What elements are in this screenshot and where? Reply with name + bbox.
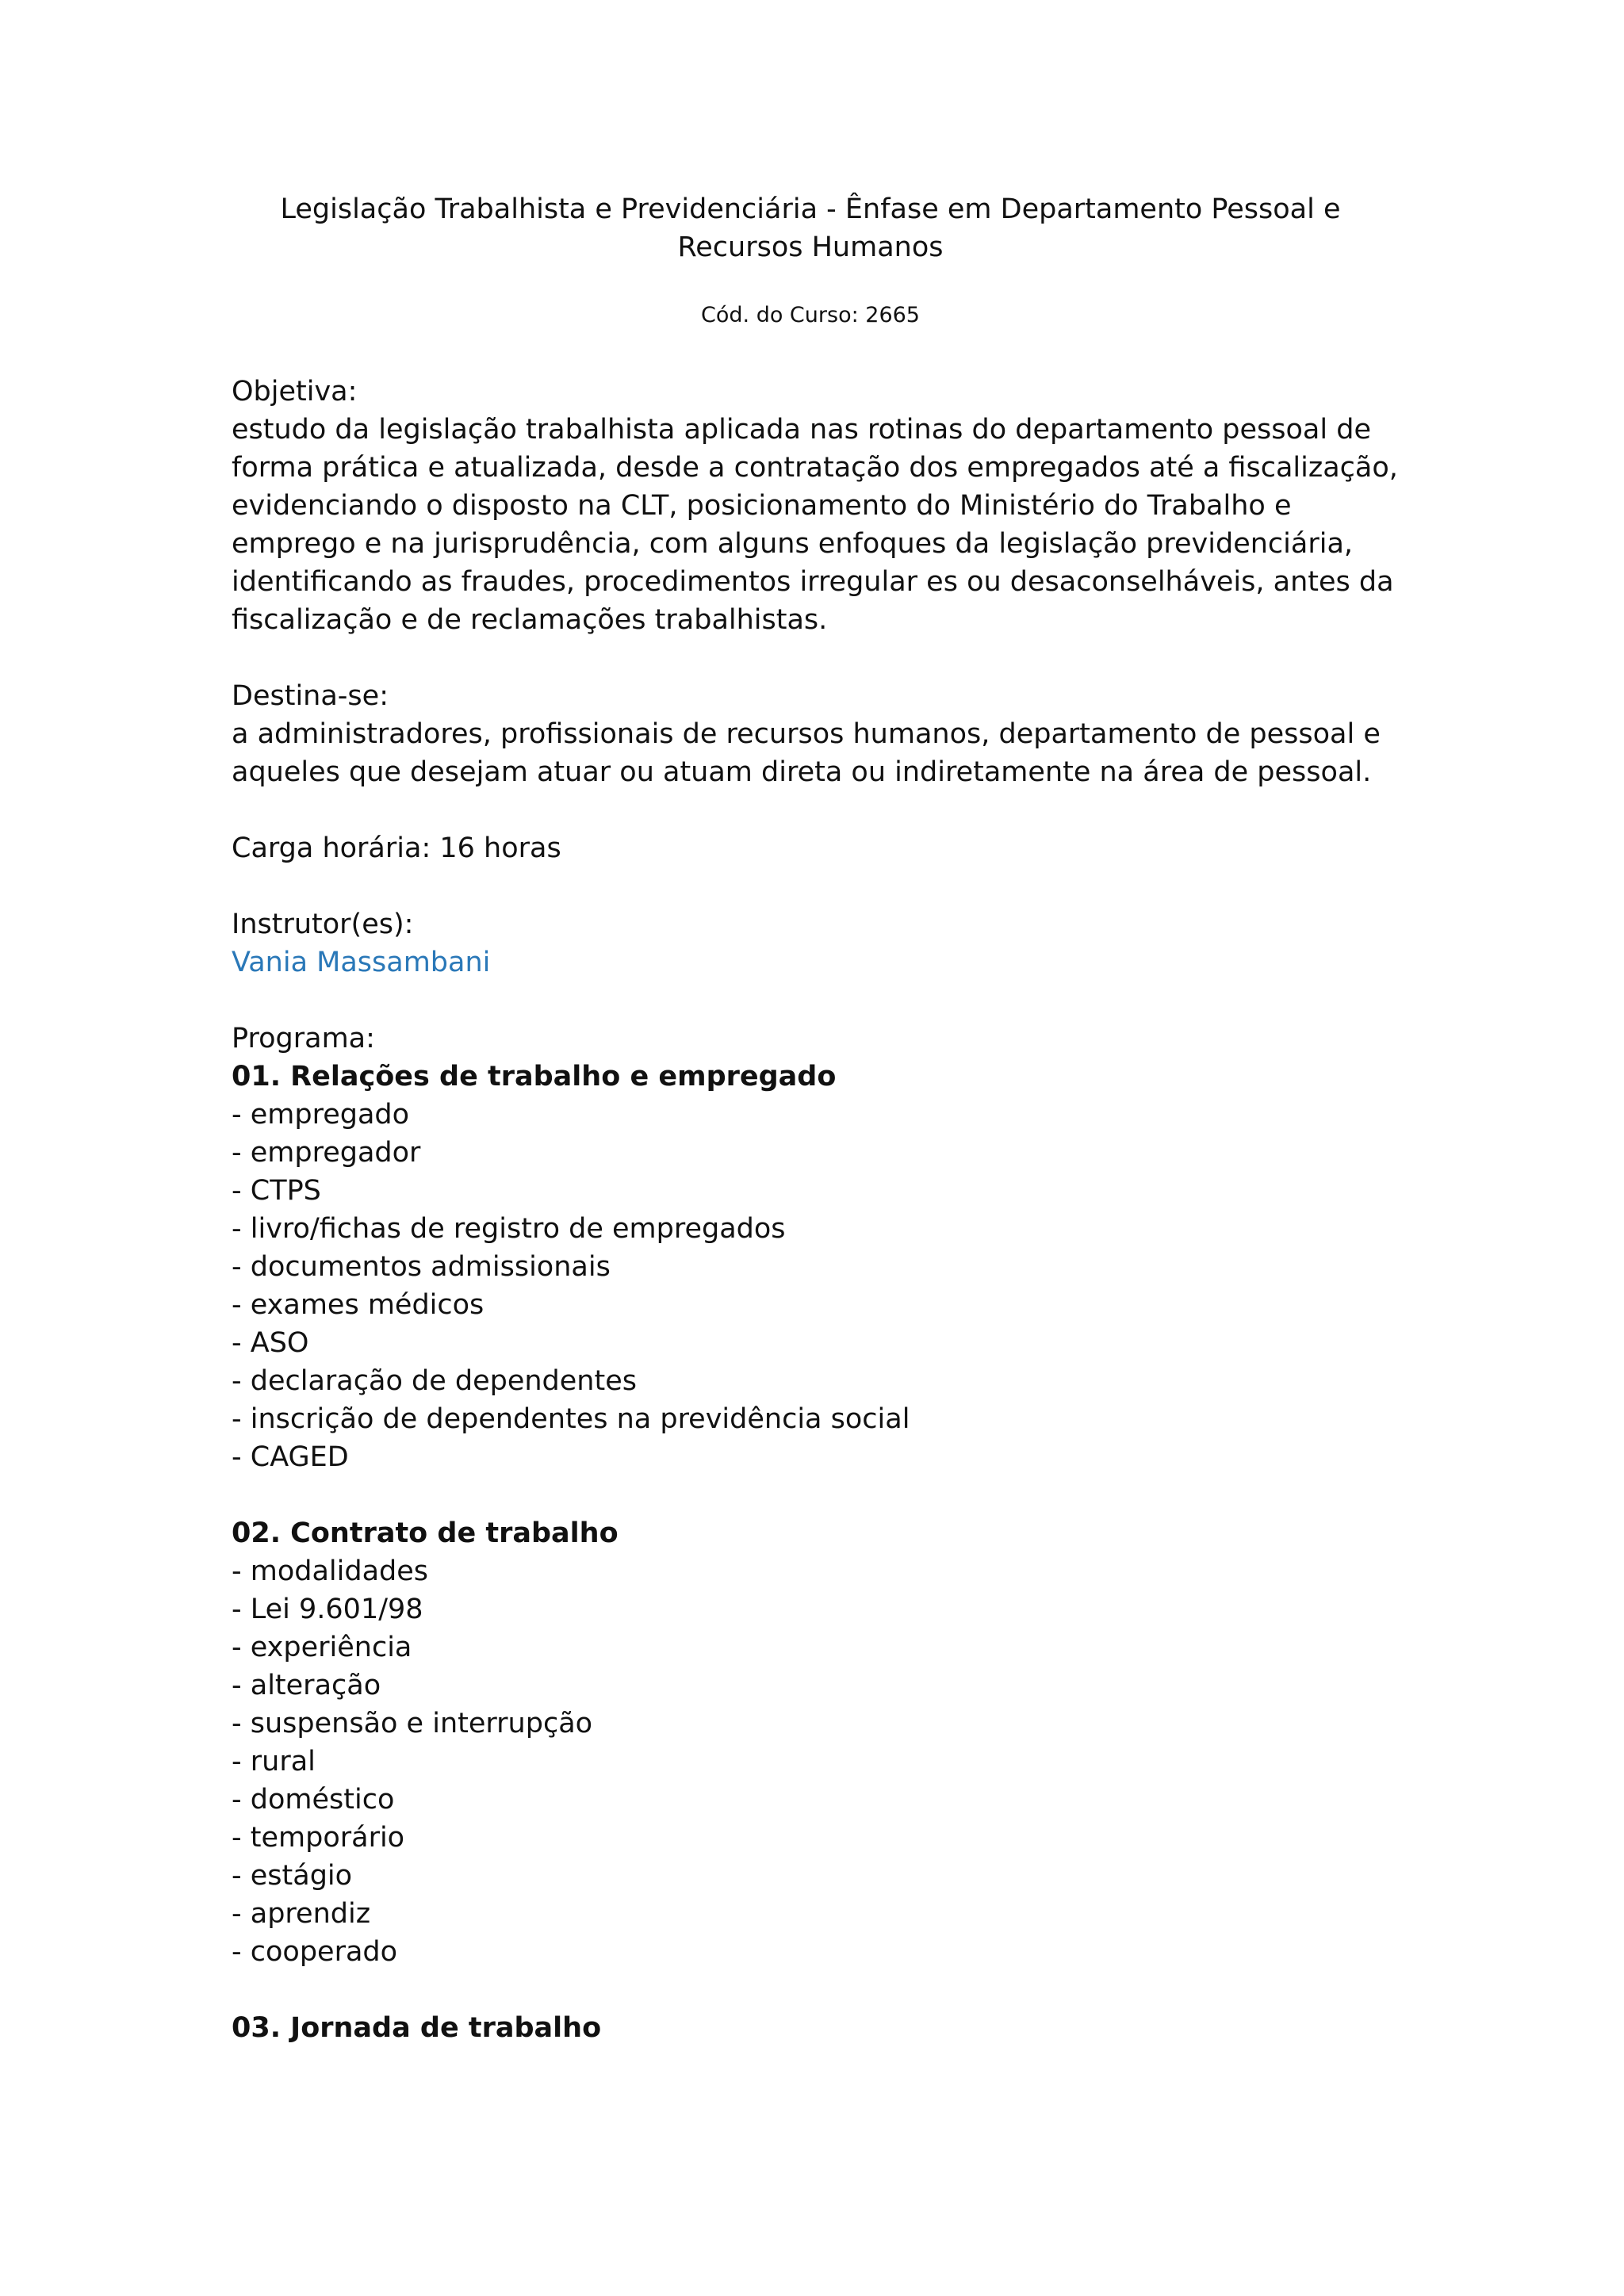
module-items bbox=[232, 1552, 1405, 1971]
instructors-label: Instrutor(es): bbox=[232, 909, 414, 940]
list-item: - documentos admissionais bbox=[232, 1251, 611, 1283]
course-title: Legislação Trabalhista e Previdenciária - Ênfase em Departamento Pessoal e Recursos Humanos bbox=[280, 193, 1341, 263]
module-items bbox=[232, 1096, 1405, 1476]
list-item: - experiência bbox=[232, 1632, 412, 1663]
list-item: - rural bbox=[232, 1746, 316, 1777]
list-item: - inscrição de dependentes na previdência social bbox=[232, 1403, 910, 1435]
audience-section bbox=[232, 677, 1405, 791]
list-item: - suspensão e interrupção bbox=[232, 1708, 593, 1739]
instructors-section bbox=[232, 905, 1405, 982]
audience-label: Destina-se: bbox=[232, 680, 389, 712]
list-item: - aprendiz bbox=[232, 1898, 371, 1930]
workload-section bbox=[232, 829, 1405, 867]
list-item: - declaração de dependentes bbox=[232, 1365, 637, 1397]
list-item: - estágio bbox=[232, 1860, 353, 1892]
objective-section bbox=[232, 373, 1405, 639]
list-item: - empregado bbox=[232, 1099, 410, 1131]
module-title: 03. Jornada de trabalho bbox=[232, 2012, 602, 2044]
list-item: - cooperado bbox=[232, 1936, 398, 1968]
list-item: - temporário bbox=[232, 1822, 405, 1854]
module-title: 01. Relações de trabalho e empregado bbox=[232, 1061, 837, 1093]
objective-text: estudo da legislação trabalhista aplicada nas rotinas do departamento pessoal de forma prática e atualizada, desde a contratação dos empregados até a fiscalização, evidenciando o disposto na CLT, posicionamento do Ministério do Trabalho e emprego e na jurisprudência, com alguns enfoques da legislação previdenciária, identificando as fraudes, procedimentos irregular es ou desaconselháveis, antes da fiscalização e de reclamações trabalhistas. bbox=[232, 414, 1398, 636]
workload-text: Carga horária: 16 horas bbox=[232, 832, 561, 864]
program-label: Programa: bbox=[232, 1023, 375, 1054]
objective-label: Objetiva: bbox=[232, 376, 358, 408]
module-title: 02. Contrato de trabalho bbox=[232, 1517, 619, 1549]
list-item: - empregador bbox=[232, 1137, 421, 1169]
list-item: - doméstico bbox=[232, 1784, 395, 1816]
program-module bbox=[232, 1058, 1405, 1476]
program-module bbox=[232, 1514, 1405, 1971]
program-module bbox=[232, 2009, 1405, 2047]
document-page bbox=[232, 190, 1405, 2047]
course-code: Cód. do Curso: 2665 bbox=[701, 303, 920, 327]
list-item: - CTPS bbox=[232, 1175, 321, 1207]
list-item: - Lei 9.601/98 bbox=[232, 1594, 423, 1625]
instructor-link[interactable]: Vania Massambani bbox=[232, 947, 491, 978]
list-item: - modalidades bbox=[232, 1556, 429, 1587]
list-item: - ASO bbox=[232, 1327, 309, 1359]
list-item: - alteração bbox=[232, 1670, 381, 1701]
list-item: - exames médicos bbox=[232, 1289, 485, 1321]
program-section bbox=[232, 1020, 1405, 2047]
list-item: - livro/fichas de registro de empregados bbox=[232, 1213, 786, 1245]
list-item: - CAGED bbox=[232, 1441, 349, 1473]
audience-text: a administradores, profissionais de recursos humanos, departamento de pessoal e aqueles que desejam atuar ou atuam direta ou indiretamente na área de pessoal. bbox=[232, 718, 1381, 788]
